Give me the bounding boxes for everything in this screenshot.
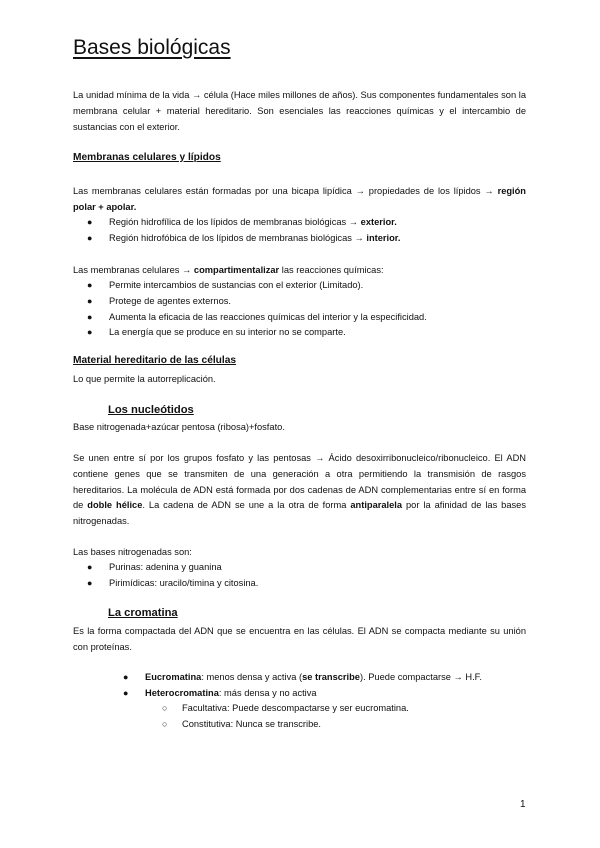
bullet-icon: ●	[87, 327, 93, 338]
circle-bullet-icon: ○	[162, 718, 168, 729]
list-item-text: : más densa y no activa	[218, 687, 317, 698]
membranas-bullet-list-2	[87, 278, 427, 341]
membranas-bullet-list-1	[87, 215, 401, 247]
eucromatina-label: Eucromatina	[145, 672, 202, 682]
nucleotidos-paragraph-2	[73, 451, 526, 530]
heading-material-hereditario: Material hereditario de las células	[73, 355, 237, 366]
list-item-text: Región hidrofóbica de los lípidos de membranas biológicas →	[109, 232, 367, 243]
nucleotidos-paragraph-1: Base nitrogenada+azúcar pentosa (ribosa)+fosfato.	[73, 422, 285, 432]
bullet-icon: ●	[87, 562, 93, 572]
list-item	[87, 294, 427, 310]
list-item-bold: exterior.	[360, 217, 397, 227]
membranas-p2-bold: compartimentalizar	[193, 265, 280, 275]
nucleotidos-paragraph-3: Las bases nitrogenadas son:	[73, 547, 192, 557]
nucleotidos-p2-bold-2: antiparalela	[350, 500, 403, 511]
list-item-text: Purinas: adenina y guanina	[109, 562, 222, 572]
cromatina-bullet-list	[123, 670, 482, 702]
membranas-p1-bold: región polar + apolar.	[73, 186, 526, 212]
list-item-text: Facultativa: Puede descompactarse y ser eucromatina.	[182, 703, 409, 713]
list-item-text: Protege de agentes externos.	[109, 295, 231, 306]
list-item	[87, 325, 427, 341]
bullet-icon: ●	[87, 577, 93, 588]
bullet-icon: ●	[123, 687, 129, 698]
membranas-paragraph-1	[73, 184, 526, 216]
page-title: Bases biológicas	[73, 36, 231, 59]
nucleotidos-p2-text-2: . La cadena de ADN se une a la otra de forma	[142, 500, 351, 511]
list-item-text: Aumenta la eficacia de las reacciones químicas del interior y la especificidad.	[109, 311, 427, 322]
bullet-icon: ●	[87, 280, 93, 290]
list-item-text: La energía que se produce en su interior no se comparte.	[109, 327, 346, 338]
heading-cromatina: La cromatina	[108, 607, 178, 619]
list-item-bold: se transcribe	[302, 672, 360, 682]
list-item-text: Constitutiva: Nunca se transcribe.	[182, 718, 321, 729]
material-paragraph: Lo que permite la autorreplicación.	[73, 374, 216, 384]
list-item	[87, 310, 427, 326]
list-item-text: Región hidrofílica de los lípidos de membranas biológicas →	[109, 217, 361, 227]
intro-paragraph: La unidad mínima de la vida → célula (Hace miles millones de años). Sus componentes fundamentales son la membrana celular + material hereditario. Son esenciales las reacciones químicas y el intercambio de sustancias con el exterior.	[73, 90, 526, 132]
list-item	[123, 670, 482, 686]
list-item-text: Permite intercambios de sustancias con el exterior (Limitado).	[109, 280, 364, 290]
nucleotidos-p2-text-3: por la afinidad de las bases nitrogenadas.	[73, 500, 526, 527]
list-item	[87, 215, 400, 231]
heterocromatina-sub-list	[162, 701, 409, 733]
list-item-bold: interior.	[366, 232, 401, 243]
bullet-icon: ●	[87, 311, 93, 322]
bullet-icon: ●	[87, 217, 93, 227]
heterocromatina-label: Heterocromatina	[145, 687, 219, 698]
list-item-text: : menos densa y activa (	[201, 672, 303, 682]
list-item	[87, 560, 258, 576]
heading-membranas: Membranas celulares y lípidos	[73, 152, 221, 163]
cromatina-paragraph: Es la forma compactada del ADN que se encuentra en las células. El ADN se compacta mediante su unión con proteínas.	[73, 626, 526, 652]
membranas-p2-text-end: las reacciones químicas:	[279, 265, 384, 275]
membranas-p1-text: Las membranas celulares están formadas por una bicapa lipídica → propiedades de los lípidos →	[73, 186, 498, 196]
list-item-text: Pirimídicas: uracilo/timina y citosina.	[109, 577, 259, 588]
list-item	[87, 576, 259, 592]
bullet-icon: ●	[87, 232, 93, 243]
bullet-icon: ●	[87, 295, 93, 306]
list-item-text: ). Puede compactarse → H.F.	[359, 672, 482, 682]
nucleotidos-p2-bold-1: doble hélice	[87, 500, 143, 511]
list-item	[162, 717, 409, 733]
membranas-p2-text: Las membranas celulares →	[73, 265, 194, 275]
list-item	[87, 278, 427, 294]
membranas-paragraph-2	[73, 263, 526, 279]
page-number: 1	[520, 799, 526, 810]
heading-nucleotidos: Los nucleótidos	[108, 404, 194, 416]
list-item	[87, 231, 401, 247]
bases-bullet-list	[87, 560, 259, 592]
list-item	[162, 701, 409, 717]
list-item	[123, 686, 482, 702]
circle-bullet-icon: ○	[162, 703, 168, 713]
bullet-icon: ●	[123, 672, 129, 682]
nucleotidos-p2-text: Se unen entre sí por los grupos fosfato y las pentosas → Ácido desoxirribonucleico/ribonucleico. El ADN contiene genes que se transmiten de una generación a otra permitiendo la transmisión de rasgos hereditarios. La molécula de ADN está formada por dos cadenas de ADN complementarias entre sí en forma de	[73, 453, 526, 511]
